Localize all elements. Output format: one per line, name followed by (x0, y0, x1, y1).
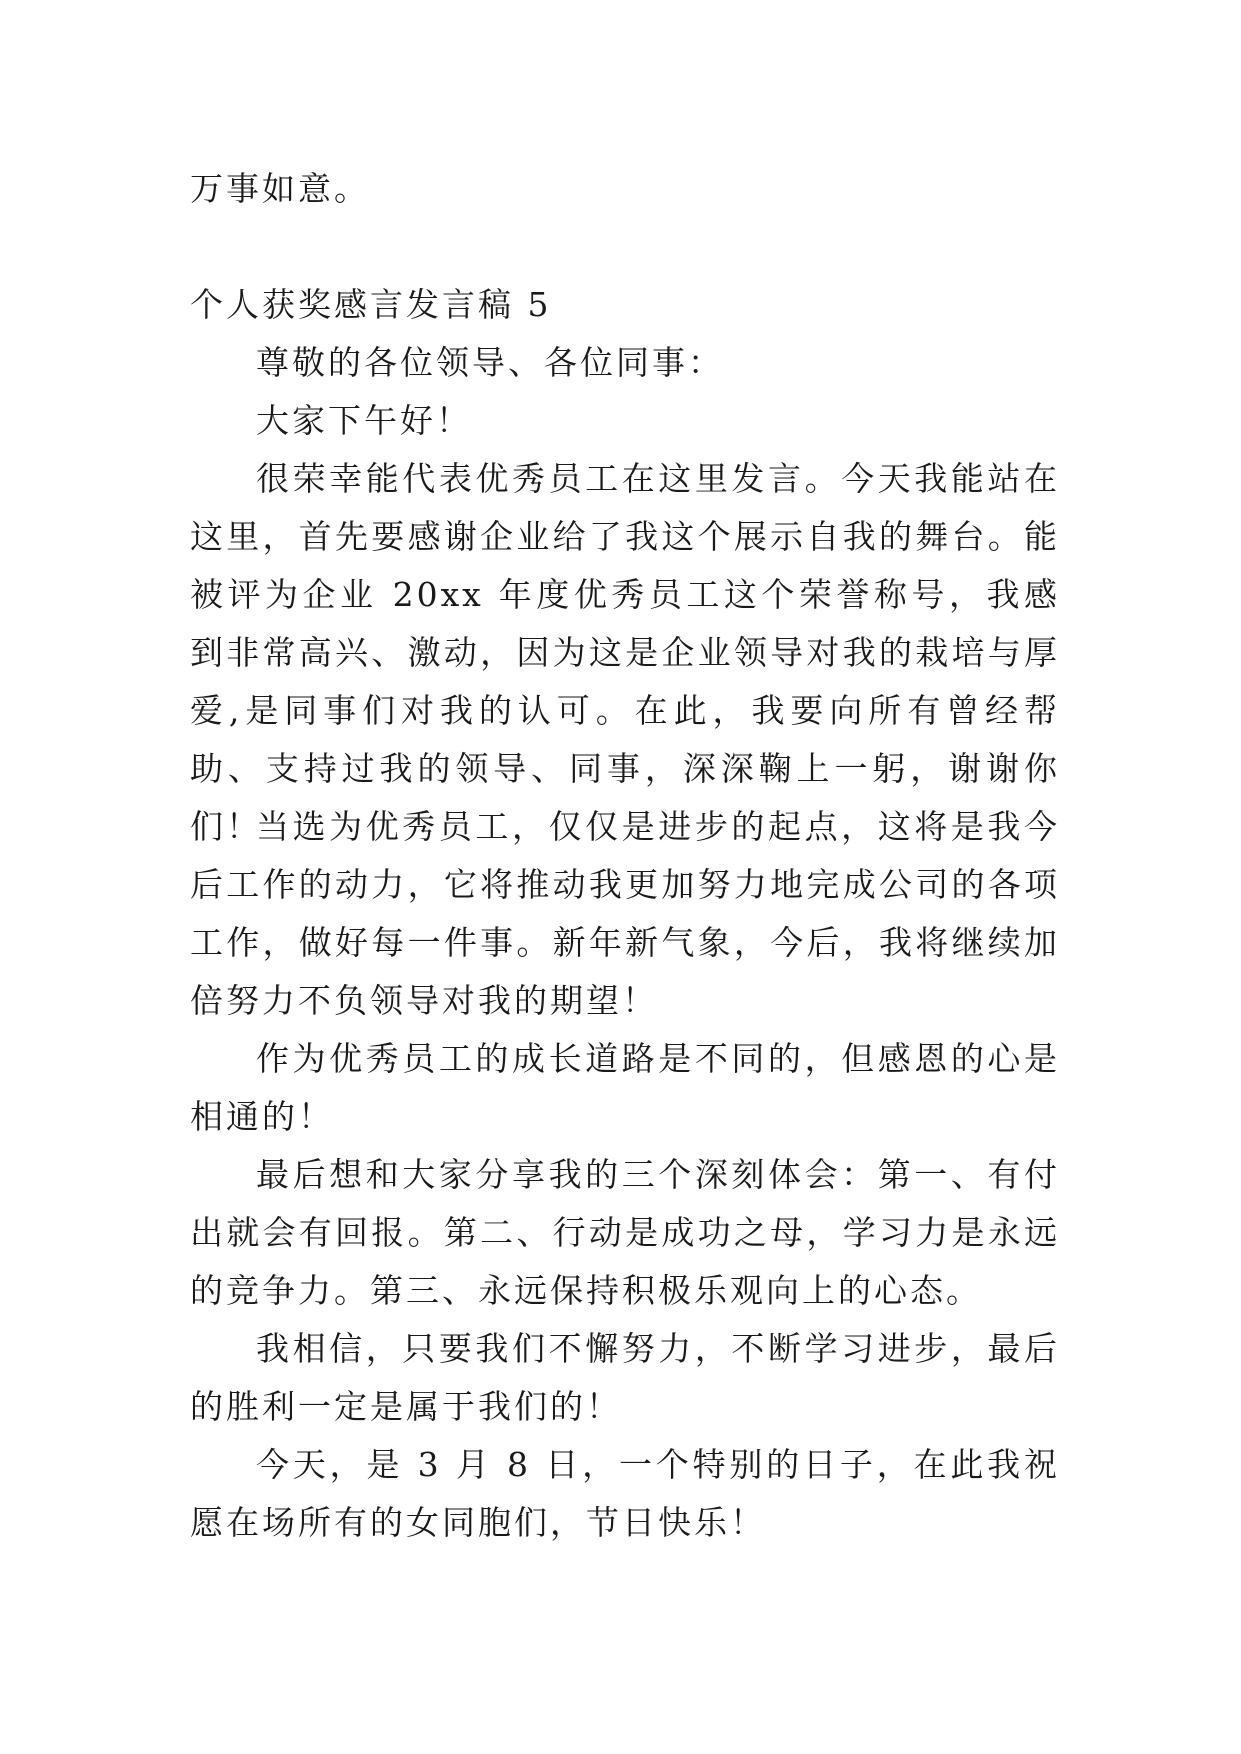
paragraph: 很荣幸能代表优秀员工在这里发言。今天我能站在这里，首先要感谢企业给了我这个展示自我的舞台。能被评为企业 20xx 年度优秀员工这个荣誉称号，我感到非常高兴、激动，因为这是企业领导对我的栽培与厚爱,是同事们对我的认可。在此，我要向所有曾经帮助、支持过我的领导、同事，深深鞠上一躬，谢谢你们！ (190, 459, 1060, 846)
paragraph: 今天，是 3 月 8 日，一个特别的日子，在此我祝愿在场所有的女同胞们，节日快乐！ (190, 1445, 1060, 1542)
salutation: 尊敬的各位领导、各位同事： (256, 343, 724, 382)
section-title: 个人获奖感言发言稿 5 (190, 285, 552, 324)
closing-line: 万事如意。 (190, 169, 370, 208)
paragraph: 最后想和大家分享我的三个深刻体会：第一、有付出就会有回报。第二、行动是成功之母，学习力是永远的竞争力。第三、永远保持积极乐观向上的心态。 (190, 1155, 1060, 1310)
paragraph: 作为优秀员工的成长道路是不同的，但感恩的心是相通的！ (190, 1039, 1060, 1136)
paragraph: 当选为优秀员工，仅仅是进步的起点，这将是我今后工作的动力，它将推动我更加努力地完成公司的各项工作，做好每一件事。新年新气象，今后，我将继续加倍努力不负领导对我的期望！ (190, 807, 1060, 1020)
paragraph: 我相信，只要我们不懈努力，不断学习进步，最后的胜利一定是属于我们的！ (190, 1329, 1060, 1426)
greeting: 大家下午好！ (256, 401, 472, 440)
